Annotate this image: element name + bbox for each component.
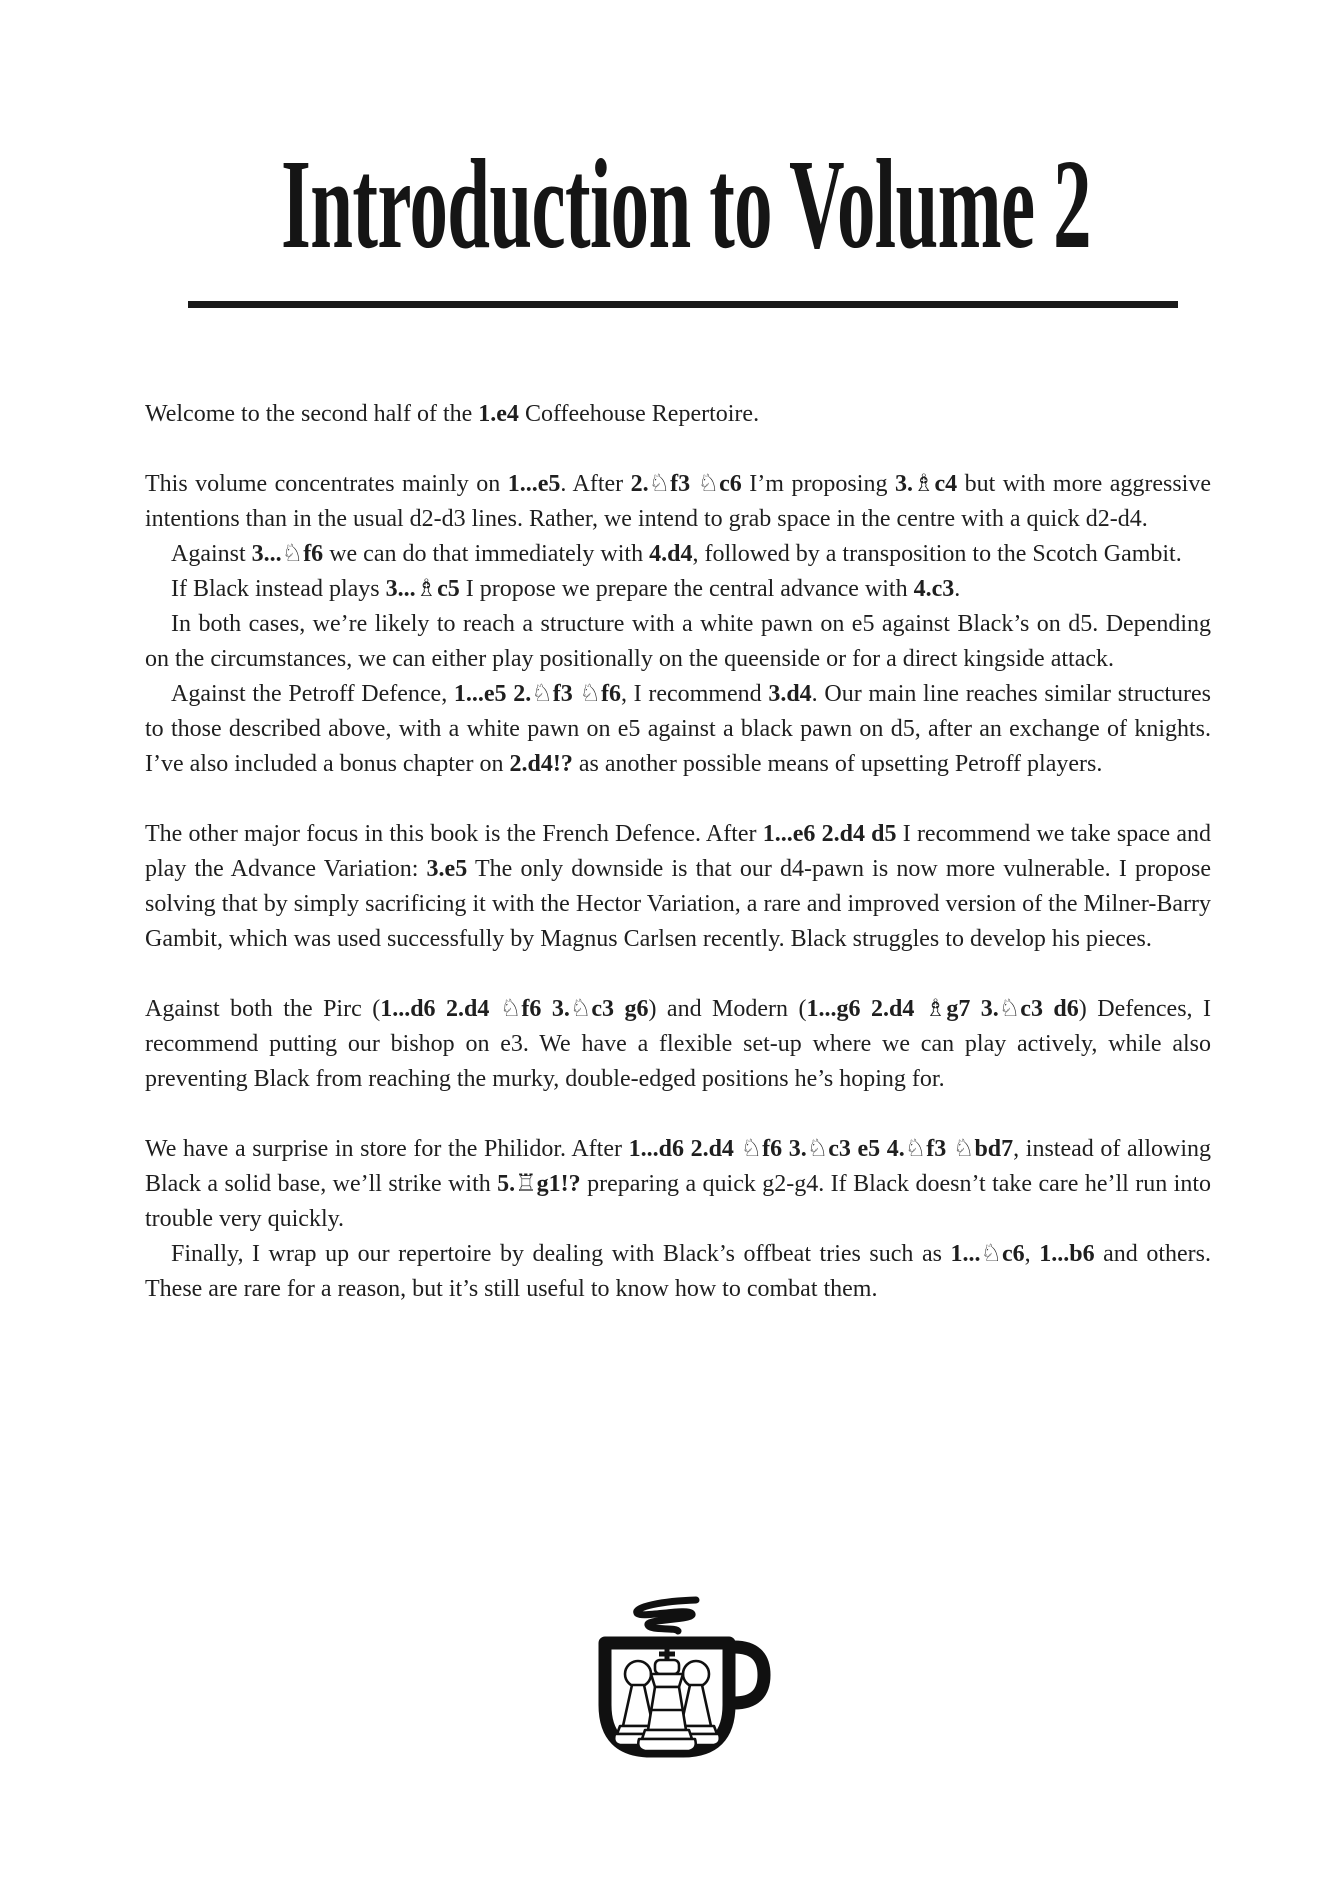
- chess-move: 1...e5: [507, 471, 561, 497]
- chess-move: 1...♘c6: [950, 1241, 1025, 1267]
- text-run: and others. These are rare for a reason, but it’s still useful to know how to combat them.: [145, 1241, 1211, 1302]
- text-run: as another possible means of upsetting Petroff players.: [572, 751, 1103, 777]
- text-run: We have a surprise in store for the Philidor. After: [145, 1136, 629, 1162]
- chess-move: 4.c3: [913, 576, 955, 602]
- text-run: I’m proposing: [741, 471, 895, 497]
- chess-move: 1...g6 2.d4 ♗g7 3.♘c3 d6: [806, 996, 1079, 1022]
- paragraph: [145, 397, 1211, 432]
- text-run: ) Defences, I recommend putting our bishop on e3. We have a flexible set-up where we can play actively, while also preventing Black from reaching the murky, double-edged positions he’s hoping for.: [145, 996, 1211, 1092]
- text-run: Finally, I wrap up our repertoire by dealing with Black’s offbeat tries such as: [171, 1241, 951, 1267]
- text-run: Coffeehouse Repertoire.: [518, 401, 760, 427]
- cup-handle-icon: [734, 1647, 764, 1703]
- text-run: In both cases, we’re likely to reach a structure with a white pawn on e5 against Black’s on d5. Depending on the circumstances, we can either play positionally on the queenside or for a direct kingside attack.: [145, 611, 1211, 672]
- text-run: we can do that immediately with: [323, 541, 650, 567]
- paragraph: [145, 992, 1211, 1097]
- text-run: , followed by a transposition to the Scotch Gambit.: [692, 541, 1182, 567]
- text-run: The other major focus in this book is the French Defence. After: [145, 821, 763, 847]
- chess-move: 3.e5: [426, 856, 468, 882]
- chess-coffee-cup-logo: [592, 1594, 774, 1764]
- chess-move: 3.d4: [768, 681, 812, 707]
- text-run: Against both the Pirc (: [145, 996, 381, 1022]
- paragraph: [145, 607, 1211, 677]
- chess-move: 1...d6 2.d4 ♘f6 3.♘c3 g6: [380, 996, 649, 1022]
- text-run: Against the Petroff Defence,: [171, 681, 454, 707]
- chess-move: 4.d4: [649, 541, 693, 567]
- page-title-wrap: [11, 133, 1339, 275]
- chess-move: 3...♘f6: [251, 541, 324, 567]
- chess-move: 1.e4: [478, 401, 519, 427]
- text-run: , I recommend: [620, 681, 769, 707]
- title-rule: [188, 301, 1178, 308]
- chess-move: 2.d4!?: [509, 751, 573, 777]
- steam-icon: [637, 1600, 696, 1631]
- text-run: . After: [560, 471, 631, 497]
- paragraph: [145, 572, 1211, 607]
- text-run: Welcome to the second half of the: [145, 401, 479, 427]
- body-text: [145, 397, 1211, 1307]
- text-run: preparing a quick g2-g4. If Black doesn’t take care he’ll run into trouble very quickly.: [145, 1171, 1211, 1232]
- chess-move: 1...e5 2.♘f3 ♘f6: [453, 681, 621, 707]
- chess-move: 5.♖g1!?: [497, 1171, 581, 1197]
- text-run: but with more aggressive intentions than in the usual d2-d3 lines. Rather, we intend to grab space in the centre with a quick d2-d4.: [145, 471, 1212, 532]
- paragraph: [145, 537, 1211, 572]
- chess-move: 1...d6 2.d4 ♘f6 3.♘c3 e5 4.♘f3 ♘bd7: [628, 1136, 1014, 1162]
- text-run: I propose we prepare the central advance with: [459, 576, 914, 602]
- text-run: If Black instead plays: [171, 576, 386, 602]
- chess-move: 1...e6 2.d4 d5: [762, 821, 897, 847]
- chess-move: 3...♗c5: [385, 576, 460, 602]
- text-run: , instead of allowing Black a solid base, we’ll strike with: [145, 1136, 1212, 1197]
- page-title: Introduction to Volume 2: [280, 133, 1091, 275]
- paragraph: [145, 677, 1211, 782]
- paragraph: [145, 1132, 1211, 1237]
- text-run: .: [954, 576, 961, 602]
- paragraph: [145, 1237, 1211, 1307]
- text-run: I recommend we take space and play the Advance Variation:: [145, 821, 1211, 882]
- chess-move: 3.♗c4: [894, 471, 958, 497]
- text-run: ) and Modern (: [648, 996, 807, 1022]
- text-run: ,: [1024, 1241, 1040, 1267]
- text-run: . Our main line reaches similar structures to those described above, with a white pawn on e5 against a black pawn on d5, after an exchange of knights. I’ve also included a bonus chapter on: [145, 681, 1212, 777]
- text-run: Against: [171, 541, 252, 567]
- paragraph: [145, 467, 1211, 537]
- text-run: The only downside is that our d4-pawn is now more vulnerable. I propose solving that by simply sacrificing it with the Hector Variation, a rare and improved version of the Milner-Barry Gambit, which was used successfully by Magnus Carlsen recently. Black struggles to develop his pieces.: [145, 856, 1211, 952]
- text-run: This volume concentrates mainly on: [145, 471, 508, 497]
- chess-move: 2.♘f3 ♘c6: [630, 471, 742, 497]
- chess-move: 1...b6: [1039, 1241, 1095, 1267]
- paragraph: [145, 817, 1211, 957]
